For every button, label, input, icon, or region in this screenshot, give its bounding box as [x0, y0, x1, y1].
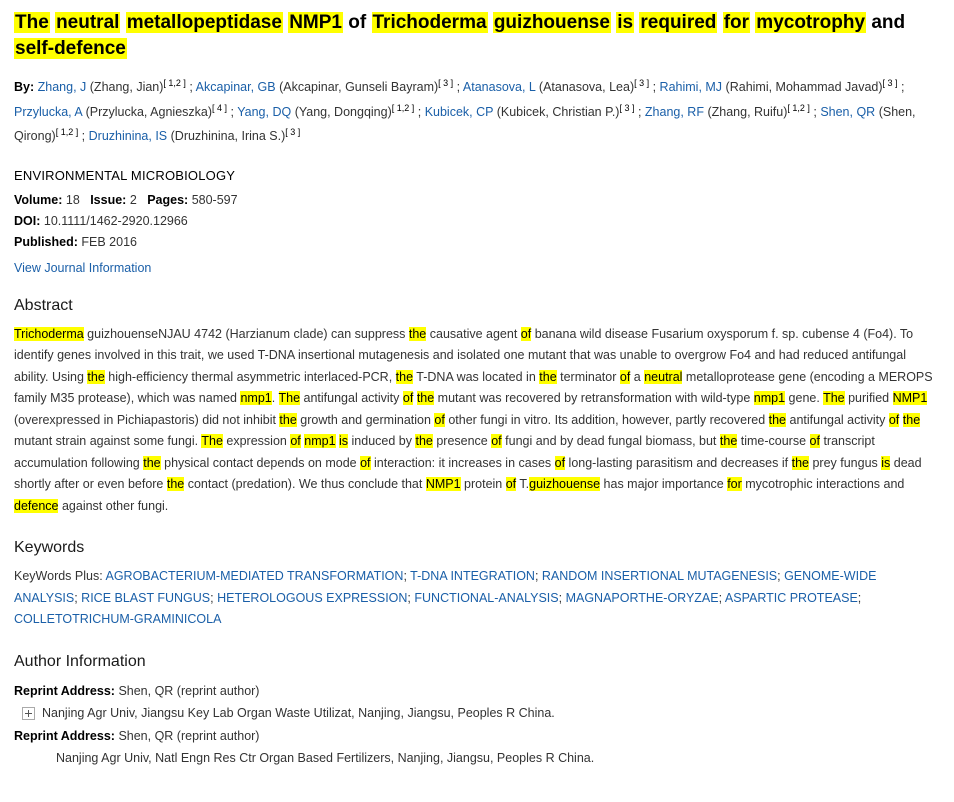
title-highlight: NMP1 — [289, 12, 342, 33]
address-row-2 — [14, 747, 940, 770]
abstract-highlight: the — [143, 455, 161, 470]
abstract-highlight: the — [166, 477, 185, 492]
author-full-name: (Kubicek, Christian P.) — [496, 104, 620, 119]
title-text: of — [343, 12, 372, 33]
keyword-separator: ; — [857, 590, 862, 605]
keyword-plus-link[interactable]: RANDOM INSERTIONAL MUTAGENESIS — [541, 569, 778, 584]
author-link[interactable]: Zhang, RF — [644, 104, 704, 119]
title-highlight: metallopeptidase — [126, 12, 282, 33]
abstract-highlight: of — [491, 434, 502, 449]
author-separator: ; — [453, 80, 463, 95]
abstract-highlight: guizhouense — [529, 477, 601, 492]
keyword-plus-link[interactable]: COLLETOTRICHUM-GRAMINICOLA — [14, 612, 222, 627]
keywords-heading: Keywords — [14, 539, 85, 557]
title-text — [717, 12, 722, 33]
author-affiliation-ref: [ 1,2 ] — [55, 126, 79, 137]
issue-label: Issue: — [90, 192, 127, 207]
abstract-text-run: . — [271, 391, 279, 406]
keyword-separator: ; — [558, 590, 566, 605]
author-link[interactable]: Akcapinar, GB — [195, 80, 276, 95]
abstract-highlight: Trichoderma — [14, 326, 84, 341]
abstract-heading: Abstract — [14, 296, 73, 314]
abstract-highlight: neutral — [644, 369, 683, 384]
view-journal-information-link[interactable]: View Journal Information — [14, 260, 152, 275]
by-label: By: — [14, 80, 35, 95]
doi-row — [14, 211, 940, 231]
abstract-highlight: nmp1 — [240, 391, 272, 406]
keyword-separator: ; — [777, 569, 785, 584]
abstract-highlight: the — [902, 412, 921, 427]
abstract-text-run: antifungal activity — [786, 412, 889, 427]
doi-label: DOI: — [14, 213, 41, 228]
abstract-highlight: the — [539, 369, 557, 384]
abstract-text-run: prey fungus — [808, 455, 882, 470]
keyword-plus-link[interactable]: AGROBACTERIUM-MEDIATED TRANSFORMATION — [105, 569, 404, 584]
abstract-highlight: The — [823, 391, 845, 406]
author-link[interactable]: Kubicek, CP — [424, 104, 494, 119]
abstract-text-run: presence — [432, 434, 492, 449]
volume-label: Volume: — [14, 192, 63, 207]
abstract-highlight: of — [888, 412, 900, 427]
author-entries — [14, 80, 916, 143]
abstract-text-run: T. — [516, 477, 530, 492]
title-highlight: for — [723, 12, 750, 33]
abstract-text-run: induced by — [348, 434, 416, 449]
abstract-text-run: mycotrophic interactions and — [741, 477, 905, 492]
author-affiliation-ref: [ 1,2 ] — [787, 102, 810, 113]
published-label: Published: — [14, 234, 78, 249]
author-list — [14, 75, 940, 148]
author-affiliation-ref: [ 3 ] — [882, 78, 898, 89]
issue-value: 2 — [129, 192, 137, 207]
author-full-name: (Atanasova, Lea) — [538, 80, 635, 95]
title-highlight: neutral — [56, 12, 120, 33]
keywords-plus-values — [14, 569, 876, 626]
abstract-text-run: against other fungi. — [58, 498, 169, 513]
abstract-highlight: is — [881, 455, 891, 470]
author-link[interactable]: Zhang, J — [37, 80, 87, 95]
journal-info — [14, 166, 940, 252]
title-highlight: guizhouense — [493, 12, 610, 33]
author-full-name: (Akcapinar, Gunseli Bayram) — [279, 80, 439, 95]
abstract-text-run: purified — [844, 391, 893, 406]
keyword-separator: ; — [74, 590, 82, 605]
abstract-highlight: of — [809, 434, 820, 449]
abstract-highlight: of — [290, 434, 301, 449]
author-full-name: (Przylucka, Agnieszka) — [85, 104, 213, 119]
author-information-heading: Author Information — [14, 652, 146, 670]
author-link[interactable]: Atanasova, L — [462, 80, 536, 95]
doi-value: 10.1111/1462-2920.12966 — [43, 213, 188, 228]
author-separator: ; — [897, 80, 905, 95]
abstract-highlight: of — [360, 455, 371, 470]
pages-value: 580-597 — [191, 192, 238, 207]
author-link[interactable]: Rahimi, MJ — [659, 80, 723, 95]
author-affiliation-ref: [ 3 ] — [438, 78, 454, 89]
abstract-highlight: the — [415, 434, 433, 449]
keyword-plus-link[interactable]: ASPARTIC PROTEASE — [724, 590, 858, 605]
keywords-section — [14, 539, 940, 631]
abstract-highlight: the — [408, 326, 427, 341]
abstract-text-run: mutant strain against some fungi. — [14, 434, 202, 449]
author-link[interactable]: Druzhinina, IS — [88, 129, 168, 143]
title-highlight: is — [617, 12, 634, 33]
abstract-text-run: fungi and by dead fungal biomass, but — [501, 434, 720, 449]
abstract-text-run: guizhouenseNJAU 4742 (Harzianum clade) can suppress — [83, 326, 409, 341]
keyword-plus-link[interactable]: GENOME-WIDE ANALYSIS — [14, 569, 877, 605]
abstract-highlight: of — [434, 412, 445, 427]
reprint-address-label-1: Reprint Address: — [14, 683, 115, 698]
keyword-separator: ; — [407, 590, 415, 605]
author-separator: ; — [414, 104, 425, 119]
author-separator: ; — [649, 80, 660, 95]
keyword-separator: ; — [534, 569, 542, 584]
author-affiliation-ref: [ 1,2 ] — [163, 78, 186, 89]
title-text: and — [866, 12, 906, 33]
abstract-text-run: transcript accumulation following — [14, 434, 875, 470]
keyword-plus-link[interactable]: MAGNAPORTHE-ORYZAE — [565, 590, 719, 605]
abstract-text-run: long-lasting parasitism and decreases if — [565, 455, 792, 470]
abstract-highlight: nmp1 — [304, 434, 336, 449]
abstract-highlight: the — [768, 412, 787, 427]
author-separator: ; — [185, 80, 196, 95]
abstract-highlight: defence — [14, 498, 59, 513]
abstract-text-run: time-course — [737, 434, 810, 449]
keyword-separator: ; — [210, 590, 218, 605]
reprint-address-row-2 — [14, 725, 940, 748]
author-full-name: (Zhang, Jian) — [89, 80, 164, 95]
abstract-text-run: banana wild disease Fusarium oxysporum f. sp. cubense 4 (Fo4). To identify genes involved in this trait, we used T-DNA insertional mutagenesis and isolated one mutant that was unable to overgrow Fo4 and had reduced antifungal ability. Using — [14, 326, 914, 384]
abstract-text-run: (overexpressed in Pichiapastoris) did not inhibit — [14, 412, 280, 427]
view-journal-information[interactable] — [14, 261, 940, 275]
keyword-separator: ; — [718, 590, 725, 605]
expand-plus-icon[interactable] — [22, 707, 35, 720]
abstract-section — [14, 297, 940, 518]
author-affiliation-ref: [ 3 ] — [634, 78, 650, 89]
abstract-text-run: contact (predation). We thus conclude that — [184, 477, 426, 492]
title-highlight: required — [640, 12, 717, 33]
keyword-separator: ; — [403, 569, 411, 584]
abstract-text-run: mutant was recovered by retransformation with wild-type — [434, 391, 754, 406]
abstract-highlight: nmp1 — [753, 391, 786, 406]
reprint-address-label-2: Reprint Address: — [14, 728, 115, 743]
title-highlight: mycotrophy — [756, 12, 866, 33]
reprint-address-value-2: Shen, QR (reprint author) — [118, 728, 260, 743]
author-separator: ; — [78, 129, 89, 143]
page-title — [14, 10, 940, 61]
abstract-text-run: expression — [222, 434, 291, 449]
abstract-text-run: metalloprotease gene (encoding a MEROPS family M35 protease), which was named — [14, 369, 933, 406]
pages-label: Pages: — [147, 192, 189, 207]
abstract-highlight: is — [339, 434, 349, 449]
abstract-highlight: the — [87, 369, 105, 384]
keywords-plus-line — [14, 566, 940, 631]
journal-name: ENVIRONMENTAL MICROBIOLOGY — [14, 168, 236, 184]
abstract-text-run: dead shortly after or even before — [14, 455, 922, 492]
published-row — [14, 232, 940, 252]
author-information-section — [14, 653, 940, 770]
author-separator: ; — [227, 104, 238, 119]
abstract-text-run: a — [630, 369, 645, 384]
abstract-text-run: physical contact depends on mode — [160, 455, 361, 470]
author-full-name: (Yang, Dongqing) — [294, 104, 392, 119]
volume-issue-pages-row — [14, 190, 940, 210]
abstract-text-run: causative agent — [426, 326, 521, 341]
author-full-name: (Zhang, Ruifu) — [707, 104, 788, 119]
abstract-text-run: T-DNA was located in — [413, 369, 540, 384]
abstract-highlight: of — [619, 369, 631, 384]
abstract-text — [14, 324, 940, 518]
keyword-plus-link[interactable]: T-DNA INTEGRATION — [410, 569, 535, 584]
abstract-text-run: other fungi in vitro. Its addition, however, partly recovered — [444, 412, 769, 427]
title-highlight: self-defence — [15, 37, 126, 59]
keywords-plus-label: KeyWords Plus: — [14, 569, 103, 584]
volume-value: 18 — [65, 192, 80, 207]
title-highlight: The — [15, 12, 49, 33]
abstract-highlight: of — [402, 391, 414, 406]
author-separator: ; — [809, 104, 821, 119]
author-separator: ; — [634, 104, 645, 119]
abstract-text-run: protein — [460, 477, 506, 492]
abstract-highlight: the — [416, 391, 435, 406]
abstract-highlight: of — [520, 326, 532, 341]
published-value: FEB 2016 — [81, 234, 137, 249]
abstract-highlight: The — [201, 434, 223, 449]
address-text-2: Nanjing Agr Univ, Natl Engn Res Ctr Organ Based Fertilizers, Nanjing, Jiangsu, Peoples R China. — [56, 751, 595, 766]
abstract-text-run: interaction: it increases in cases — [370, 455, 555, 470]
reprint-address-value-1: Shen, QR (reprint author) — [118, 683, 260, 698]
title-highlight: Trichoderma — [372, 12, 487, 33]
author-full-name: (Shen, Qirong) — [14, 104, 916, 143]
author-affiliation-ref: [ 3 ] — [619, 102, 635, 113]
author-link[interactable]: Yang, DQ — [237, 104, 292, 119]
reprint-address-row-1 — [14, 680, 940, 703]
abstract-text-run: gene. — [785, 391, 824, 406]
abstract-highlight: the — [791, 455, 809, 470]
abstract-highlight: the — [719, 434, 738, 449]
address-row-1 — [14, 702, 940, 725]
abstract-highlight: NMP1 — [892, 391, 928, 406]
abstract-highlight: The — [278, 391, 301, 406]
author-full-name: (Rahimi, Mohammad Javad) — [725, 80, 883, 95]
abstract-text-run: high-efficiency thermal asymmetric interlaced-PCR, — [104, 369, 396, 384]
keyword-plus-link[interactable]: FUNCTIONAL-ANALYSIS — [414, 590, 559, 605]
abstract-text-run: growth and germination — [296, 412, 435, 427]
abstract-highlight: of — [505, 477, 517, 492]
keyword-plus-link[interactable]: RICE BLAST FUNGUS — [81, 590, 211, 605]
abstract-highlight: the — [395, 369, 414, 384]
author-affiliation-ref: [ 1,2 ] — [391, 102, 415, 113]
abstract-highlight: the — [279, 412, 297, 427]
author-affiliation-ref: [ 3 ] — [285, 126, 301, 137]
abstract-highlight: for — [727, 477, 742, 492]
abstract-highlight: of — [554, 455, 566, 470]
abstract-highlight: NMP1 — [425, 477, 461, 492]
abstract-text-run: has major importance — [600, 477, 728, 492]
author-full-name: (Druzhinina, Irina S.) — [170, 129, 286, 143]
abstract-text-run: antifungal activity — [300, 391, 403, 406]
abstract-text-run: terminator — [556, 369, 620, 384]
address-text-1: Nanjing Agr Univ, Jiangsu Key Lab Organ Waste Utilizat, Nanjing, Jiangsu, Peoples R China. — [42, 706, 555, 721]
author-link[interactable]: Shen, QR — [820, 104, 876, 119]
author-link[interactable]: Przylucka, A — [14, 104, 83, 119]
title-text — [120, 12, 125, 33]
author-affiliation-ref: [ 4 ] — [212, 102, 228, 113]
keyword-plus-link[interactable]: HETEROLOGOUS EXPRESSION — [217, 590, 408, 605]
